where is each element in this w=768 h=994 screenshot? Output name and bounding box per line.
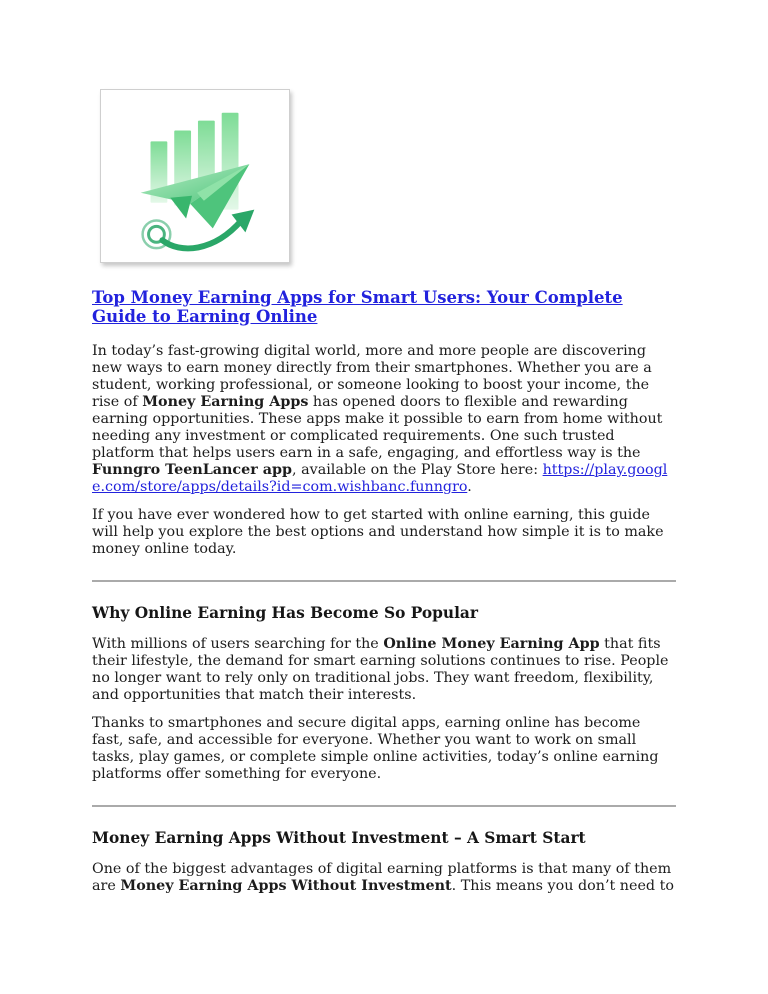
article-title-link[interactable]: Top Money Earning Apps for Smart Users: Your Complete Guide to Earning Online [92, 288, 623, 326]
section-heading [92, 604, 676, 622]
text-run: . This means you don’t need to [451, 878, 674, 894]
paragraph [92, 715, 676, 783]
bold-text: Funngro TeenLancer app [92, 462, 292, 478]
text-run: that fits their lifestyle, the demand for smart earning solutions continues to rise. People no longer want to rely only on traditional jobs. They want freedom, flexibility, and opportunities that match their interests. [92, 636, 669, 703]
article-title [92, 288, 676, 326]
bold-text: Money Earning Apps Without Investment [120, 878, 452, 894]
text-run: If you have ever wondered how to get started with online earning, this guide will help you explore the best options and understand how simple it is to make money online today. [92, 507, 664, 557]
text-run: Thanks to smartphones and secure digital apps, earning online has become fast, safe, and accessible for everyone. Whether you want to work on small tasks, play games, or complete simple online activities, today’s online earning platforms offer something for everyone. [92, 715, 659, 782]
text-run: In today’s fast-growing digital world, more and more people are discovering new ways to earn money directly from their smartphones. Whether you are a student, working professional, or someone looking to boost your income, the rise of [92, 343, 652, 410]
paragraph [92, 343, 676, 496]
text-run: With millions of users searching for the [92, 636, 384, 652]
text-run: , available on the Play Store here: [292, 462, 543, 478]
article-body [92, 343, 676, 895]
text-run: . [467, 479, 472, 495]
text-run: Money Earning Apps Without Investment – A Smart Start [92, 829, 586, 847]
section-divider [92, 805, 676, 807]
paragraph [92, 861, 676, 895]
section-divider [92, 580, 676, 582]
bold-text: Online Money Earning App [383, 636, 600, 652]
section-heading [92, 829, 676, 847]
bold-text: Money Earning Apps [142, 394, 309, 410]
growth-chart-plane-logo [101, 90, 289, 262]
article-content [92, 288, 676, 895]
external-link[interactable]: https://play.google.com/store/apps/details?id=com.wishbanc.funngro [92, 462, 668, 495]
swoosh-arrow-icon [143, 210, 255, 249]
paragraph [92, 507, 676, 558]
text-run: One of the biggest advantages of digital earning platforms is that many of them are [92, 861, 672, 894]
app-logo-frame [100, 89, 290, 263]
text-run: Why Online Earning Has Become So Popular [92, 604, 479, 622]
text-run: has opened doors to flexible and rewarding earning opportunities. These apps make it possible to earn from home without needing any investment or complicated requirements. One such trusted platform that helps users earn in a safe, engaging, and effortless way is the [92, 394, 663, 461]
paragraph [92, 636, 676, 704]
